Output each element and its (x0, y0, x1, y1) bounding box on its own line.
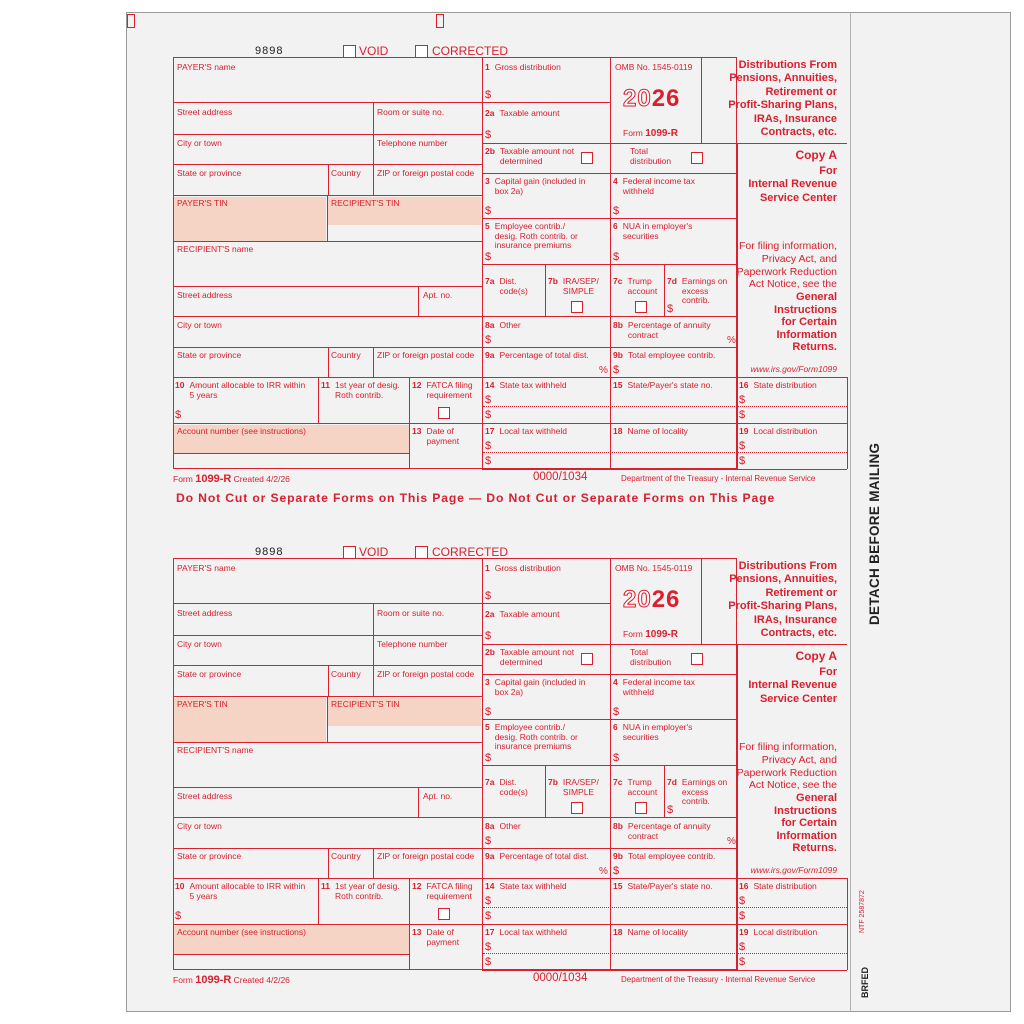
recipient-state-label: State or province (177, 851, 242, 861)
form-name-label: Form 1099-R (623, 629, 679, 640)
form-sheet (126, 12, 1011, 1012)
trump-account-checkbox[interactable] (635, 301, 647, 313)
recipient-street-label: Street address (177, 290, 233, 300)
row-line (173, 102, 483, 103)
box-19-dollar: $ (739, 440, 746, 452)
payer-zip-label: ZIP or foreign postal code (377, 669, 475, 679)
recipient-state-label: State or province (177, 350, 242, 360)
ira-sep-simple-checkbox[interactable] (571, 802, 583, 814)
row-line (482, 765, 737, 766)
box-7a-label: 7a Dist. code(s) (485, 276, 528, 296)
box-1-dollar: $ (485, 590, 492, 602)
box-9b-label: 9b Total employee contrib. (613, 851, 716, 861)
payer-tin-label: PAYER'S TIN (177, 198, 228, 208)
row-line (737, 143, 847, 144)
box-17-dollar-2: $ (485, 956, 492, 968)
box-8b-percent: % (727, 836, 736, 847)
box-17-dollar: $ (485, 440, 492, 452)
box-6-label: 6 NUA in employer's securities (613, 722, 693, 742)
cell-divider (373, 347, 374, 377)
recipient-apt-label: Apt. no. (423, 791, 453, 801)
row-line (482, 603, 610, 604)
separator-text: Do Not Cut or Separate Forms on This Page — Do Not Cut or Separate Forms on This Page (176, 491, 776, 505)
box-5-label: 5 Employee contrib./ desig. Roth contrib. or insurance premiums (485, 221, 578, 250)
box-9b-dollar: $ (613, 364, 620, 376)
box-3-label: 3 Capital gain (included in box 2a) (485, 176, 586, 196)
box-14-dollar-2: $ (485, 910, 492, 922)
cell-divider (847, 377, 848, 469)
box-5-label: 5 Employee contrib./ desig. Roth contrib. or insurance premiums (485, 722, 578, 751)
perforation-line (850, 13, 851, 1011)
tax-year: 2026 (623, 586, 681, 613)
row-line (482, 924, 847, 925)
box-6-label: 6 NUA in employer's securities (613, 221, 693, 241)
row-line (173, 954, 409, 955)
row-line (482, 218, 737, 219)
box-17-label: 17 Local tax withheld (485, 927, 568, 937)
recipient-country-label: Country (331, 851, 361, 861)
box-9a-label: 9a Percentage of total dist. (485, 350, 589, 360)
form-title: Distributions From Pensions, Annuities, Retirement or Profit-Sharing Plans, IRAs, Insurance Contracts, etc. (728, 59, 837, 139)
row-line (482, 878, 847, 879)
box-2a-dollar: $ (485, 630, 492, 642)
box-2a-dollar: $ (485, 129, 492, 141)
box-15-label: 15 State/Payer's state no. (613, 881, 713, 891)
row-line (482, 377, 847, 378)
cell-divider (373, 603, 374, 635)
payer-room-label: Room or suite no. (377, 608, 445, 618)
box-19-dollar: $ (739, 941, 746, 953)
box-17-dollar-2: $ (485, 455, 492, 467)
column-divider (701, 558, 702, 644)
box-18-label: 18 Name of locality (613, 927, 688, 937)
row-line (173, 603, 483, 604)
cell-divider (409, 878, 410, 970)
recipient-name-label: RECIPIENT'S name (177, 244, 254, 254)
box-9a-percent: % (599, 866, 608, 877)
payer-street-label: Street address (177, 107, 233, 117)
dotted-line (737, 406, 847, 407)
cell-divider (373, 665, 374, 696)
row-line (173, 924, 483, 925)
column-divider (482, 57, 483, 469)
row-line (482, 316, 737, 317)
box-1-label: 1 Gross distribution (485, 563, 561, 573)
cell-divider (409, 377, 410, 469)
row-line (482, 970, 847, 971)
omb-number: OMB No. 1545-0119 (615, 62, 693, 72)
box-11-label: 11 1st year of desig. Roth contrib. (321, 881, 400, 901)
box-7d-dollar: $ (667, 804, 674, 816)
column-divider (610, 57, 611, 469)
payer-phone-label: Telephone number (377, 138, 448, 148)
row-line (482, 469, 847, 470)
box-14-label: 14 State tax withheld (485, 881, 567, 891)
cell-divider (328, 347, 329, 377)
box-15-label: 15 State/Payer's state no. (613, 380, 713, 390)
box-7a-label: 7a Dist. code(s) (485, 777, 528, 797)
box-9b-label: 9b Total employee contrib. (613, 350, 716, 360)
cell-divider (847, 878, 848, 970)
total-distribution-checkbox[interactable] (691, 653, 703, 665)
row-line (173, 423, 483, 424)
row-line (482, 143, 737, 144)
trump-account-checkbox[interactable] (635, 802, 647, 814)
form-outer-box (173, 57, 737, 469)
row-line (482, 347, 737, 348)
box-12-label: 12 FATCA filing requirement (412, 881, 473, 901)
payer-name-label: PAYER'S name (177, 563, 236, 573)
row-line (482, 719, 737, 720)
row-line (482, 423, 847, 424)
void-label: VOID (359, 545, 389, 559)
row-line (173, 453, 409, 454)
form-copy-bottom (127, 514, 847, 994)
box-9a-percent: % (599, 365, 608, 376)
account-number-label: Account number (see instructions) (177, 426, 306, 436)
copy-a-label: Copy A (795, 148, 837, 162)
cell-divider (418, 286, 419, 316)
box-17-dollar: $ (485, 941, 492, 953)
recipient-tin-label: RECIPIENT'S TIN (331, 198, 400, 208)
box-7b-label: 7b IRA/SEP/ SIMPLE (548, 276, 599, 296)
payer-phone-label: Telephone number (377, 639, 448, 649)
dotted-line (483, 953, 737, 954)
filing-info-text: For filing information, Privacy Act, and Paperwork Reduction Act Notice, see the (736, 741, 837, 792)
box-1-dollar: $ (485, 89, 492, 101)
box-3-dollar: $ (485, 205, 492, 217)
void-label: VOID (359, 44, 389, 58)
row-line (173, 817, 483, 818)
column-divider (701, 57, 702, 143)
copy-for-irs: For Internal Revenue Service Center (748, 165, 837, 204)
box-17-label: 17 Local tax withheld (485, 426, 568, 436)
box-19-label: 19 Local distribution (739, 426, 818, 436)
box-11-label: 11 1st year of desig. Roth contrib. (321, 380, 400, 400)
box-8b-label: 8b Percentage of annuity contract (613, 821, 711, 841)
box-14-dollar: $ (485, 895, 492, 907)
footer-code: 0000/1034 (533, 972, 588, 984)
box-4-label: 4 Federal income tax withheld (613, 176, 696, 196)
box-6-dollar: $ (613, 251, 620, 263)
payer-state-label: State or province (177, 669, 242, 679)
box-10-dollar: $ (175, 910, 182, 922)
box-13-label: 13 Date of payment (412, 426, 460, 446)
corrected-label: CORRECTED (432, 44, 509, 58)
box-7d-label: 7d Earnings on excess contrib. (667, 777, 728, 806)
dotted-line (737, 452, 847, 453)
box-1-label: 1 Gross distribution (485, 62, 561, 72)
form-name-label: Form 1099-R (623, 128, 679, 139)
cell-divider (327, 696, 328, 742)
copy-for-irs: For Internal Revenue Service Center (748, 666, 837, 705)
column-divider (610, 558, 611, 970)
form-code: 9898 (255, 45, 284, 57)
footer-form-label: Form 1099-R Created 4/2/26 (173, 974, 290, 986)
form-copy-top (127, 13, 847, 493)
box-8a-label: 8a Other (485, 320, 521, 330)
box-16-dollar: $ (739, 394, 746, 406)
row-line (173, 134, 483, 135)
box-7c-label: 7c Trump account (613, 276, 658, 296)
column-divider (482, 558, 483, 970)
box-9b-dollar: $ (613, 865, 620, 877)
dotted-line (737, 953, 847, 954)
recipient-country-label: Country (331, 350, 361, 360)
box-7b-label: 7b IRA/SEP/ SIMPLE (548, 777, 599, 797)
vendor-code-text: NTF 2587872 (859, 890, 866, 933)
box-13-label: 13 Date of payment (412, 927, 460, 947)
cell-divider (418, 787, 419, 817)
taxable-not-determined-checkbox[interactable] (581, 653, 593, 665)
total-distribution-label: Total distribution (630, 647, 672, 667)
recipient-city-label: City or town (177, 320, 222, 330)
cell-divider (318, 377, 319, 423)
box-8b-label: 8b Percentage of annuity contract (613, 320, 711, 340)
box-7c-label: 7c Trump account (613, 777, 658, 797)
payer-name-label: PAYER'S name (177, 62, 236, 72)
box-4-dollar: $ (613, 205, 620, 217)
recipient-apt-label: Apt. no. (423, 290, 453, 300)
fatca-checkbox[interactable] (438, 407, 450, 419)
cell-divider (373, 848, 374, 878)
cell-divider (328, 848, 329, 878)
box-5-dollar: $ (485, 251, 492, 263)
box-2b-label: 2b Taxable amount not determined (485, 146, 575, 166)
box-16-dollar-2: $ (739, 910, 746, 922)
total-distribution-checkbox[interactable] (691, 152, 703, 164)
payer-country-label: Country (331, 168, 361, 178)
cell-divider (373, 134, 374, 164)
brfed-text: BRFED (860, 967, 870, 998)
row-line (173, 241, 483, 242)
box-2b-label: 2b Taxable amount not determined (485, 647, 575, 667)
box-9a-label: 9a Percentage of total dist. (485, 851, 589, 861)
row-line (173, 286, 483, 287)
box-18-label: 18 Name of locality (613, 426, 688, 436)
row-line (482, 644, 737, 645)
cell-divider (664, 264, 665, 316)
row-line (173, 787, 483, 788)
general-instructions-text: General Instructions for Certain Information Returns. (774, 291, 837, 354)
box-16-label: 16 State distribution (739, 881, 817, 891)
row-line (173, 696, 483, 697)
recipient-street-label: Street address (177, 791, 233, 801)
form-title: Distributions From Pensions, Annuities, Retirement or Profit-Sharing Plans, IRAs, Insurance Contracts, etc. (728, 560, 837, 640)
dotted-line (483, 452, 737, 453)
recipient-tin-label: RECIPIENT'S TIN (331, 699, 400, 709)
row-line (482, 817, 737, 818)
box-16-dollar: $ (739, 895, 746, 907)
cell-divider (318, 878, 319, 924)
box-14-label: 14 State tax withheld (485, 380, 567, 390)
box-6-dollar: $ (613, 752, 620, 764)
payer-country-label: Country (331, 669, 361, 679)
box-19-dollar-2: $ (739, 455, 746, 467)
box-19-dollar-2: $ (739, 956, 746, 968)
cell-divider (373, 164, 374, 195)
box-7d-dollar: $ (667, 303, 674, 315)
account-number-label: Account number (see instructions) (177, 927, 306, 937)
box-10-dollar: $ (175, 409, 182, 421)
box-14-dollar-2: $ (485, 409, 492, 421)
footer-department: Department of the Treasury - Internal Revenue Service (621, 975, 816, 984)
cell-divider (327, 195, 328, 241)
box-8a-dollar: $ (485, 835, 492, 847)
row-line (173, 742, 483, 743)
recipient-city-label: City or town (177, 821, 222, 831)
irs-website: www.irs.gov/Form1099 (750, 364, 837, 374)
taxable-not-determined-checkbox[interactable] (581, 152, 593, 164)
box-8b-percent: % (727, 335, 736, 346)
recipient-zip-label: ZIP or foreign postal code (377, 350, 475, 360)
payer-room-label: Room or suite no. (377, 107, 445, 117)
general-instructions-text: General Instructions for Certain Information Returns. (774, 792, 837, 855)
form-outer-box (173, 558, 737, 970)
row-line (173, 195, 483, 196)
row-line (482, 674, 737, 675)
row-line (173, 316, 483, 317)
cell-divider (373, 102, 374, 134)
row-line (173, 377, 483, 378)
copy-a-label: Copy A (795, 649, 837, 663)
box-8a-dollar: $ (485, 334, 492, 346)
omb-number: OMB No. 1545-0119 (615, 563, 693, 573)
payer-city-label: City or town (177, 138, 222, 148)
irs-website: www.irs.gov/Form1099 (750, 865, 837, 875)
row-line (173, 878, 483, 879)
box-10-label: 10 Amount allocable to IRR within 5 years (175, 380, 306, 400)
box-10-label: 10 Amount allocable to IRR within 5 years (175, 881, 306, 901)
row-line (482, 264, 737, 265)
filing-info-text: For filing information, Privacy Act, and Paperwork Reduction Act Notice, see the (736, 240, 837, 291)
recipient-name-label: RECIPIENT'S name (177, 745, 254, 755)
tax-year: 2026 (623, 85, 681, 112)
box-2a-label: 2a Taxable amount (485, 609, 560, 619)
box-3-dollar: $ (485, 706, 492, 718)
row-line (173, 635, 483, 636)
box-3-label: 3 Capital gain (included in box 2a) (485, 677, 586, 697)
box-16-dollar-2: $ (739, 409, 746, 421)
dotted-line (483, 907, 737, 908)
footer-department: Department of the Treasury - Internal Revenue Service (621, 474, 816, 483)
cell-divider (664, 765, 665, 817)
box-4-dollar: $ (613, 706, 620, 718)
row-line (737, 644, 847, 645)
payer-tin-label: PAYER'S TIN (177, 699, 228, 709)
row-line (482, 173, 737, 174)
box-8a-label: 8a Other (485, 821, 521, 831)
total-distribution-label: Total distribution (630, 146, 672, 166)
box-19-label: 19 Local distribution (739, 927, 818, 937)
fatca-checkbox[interactable] (438, 908, 450, 920)
recipient-zip-label: ZIP or foreign postal code (377, 851, 475, 861)
box-4-label: 4 Federal income tax withheld (613, 677, 696, 697)
ira-sep-simple-checkbox[interactable] (571, 301, 583, 313)
corrected-label: CORRECTED (432, 545, 509, 559)
cell-divider (373, 635, 374, 665)
footer-form-label: Form 1099-R Created 4/2/26 (173, 473, 290, 485)
cell-divider (328, 164, 329, 195)
cell-divider (328, 665, 329, 696)
form-code: 9898 (255, 546, 284, 558)
footer-code: 0000/1034 (533, 471, 588, 483)
cell-divider (545, 765, 546, 817)
payer-city-label: City or town (177, 639, 222, 649)
box-2a-label: 2a Taxable amount (485, 108, 560, 118)
box-5-dollar: $ (485, 752, 492, 764)
row-line (482, 102, 610, 103)
box-7d-label: 7d Earnings on excess contrib. (667, 276, 728, 305)
payer-state-label: State or province (177, 168, 242, 178)
box-14-dollar: $ (485, 394, 492, 406)
row-line (482, 848, 737, 849)
payer-street-label: Street address (177, 608, 233, 618)
cell-divider (545, 264, 546, 316)
payer-zip-label: ZIP or foreign postal code (377, 168, 475, 178)
box-16-label: 16 State distribution (739, 380, 817, 390)
detach-before-mailing-text: DETACH BEFORE MAILING (867, 442, 882, 625)
dotted-line (483, 406, 737, 407)
box-12-label: 12 FATCA filing requirement (412, 380, 473, 400)
dotted-line (737, 907, 847, 908)
